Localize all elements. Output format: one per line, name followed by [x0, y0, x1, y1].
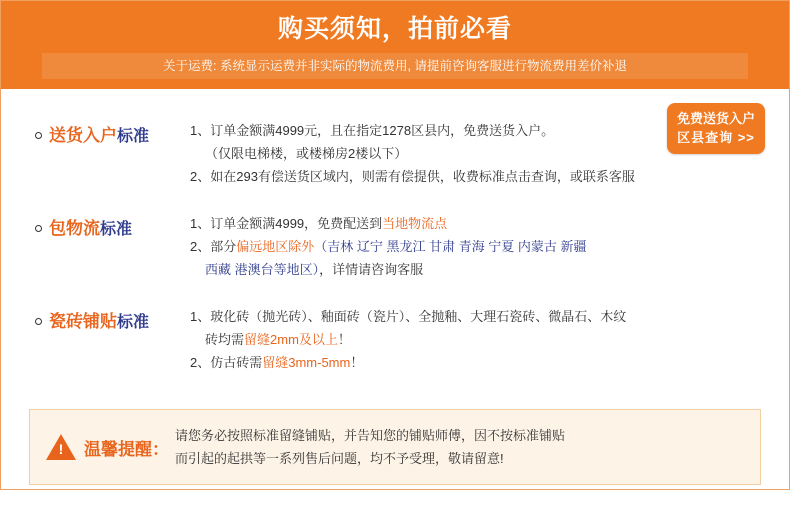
section-label: [35, 119, 190, 146]
section-label-plain: 标准: [100, 221, 133, 238]
line-text: ！: [337, 332, 351, 347]
section-label-plain: 标准: [117, 128, 150, 145]
line-text: （仅限电梯楼，或楼梯房2楼以下）: [205, 146, 408, 161]
shipping-fee-note: 关于运费: 系统显示运费并非实际的物流费用, 请提前咨询客服进行物流费用差价补退: [42, 53, 748, 79]
line-text-regions: 西藏 港澳台等地区）: [205, 262, 320, 277]
line-item: [190, 212, 765, 235]
line-item: [190, 328, 765, 351]
line-text: 1、订单金额满4999元，且在指定1278区县内，免费送货入户。: [190, 123, 555, 138]
section-label: [35, 212, 190, 239]
line-item: [190, 258, 765, 281]
badge-line-1: 免费送货入户: [676, 111, 755, 126]
header-banner: [1, 1, 789, 89]
notice-title: 温馨提醒：: [84, 439, 169, 459]
badge-line-2: 区县查询 >>: [677, 130, 755, 145]
free-delivery-query-badge[interactable]: [667, 103, 765, 154]
line-text: ！: [350, 355, 364, 370]
content-area: [1, 89, 789, 507]
line-text-accent: 当地物流点: [382, 216, 448, 231]
bullet-icon: [35, 318, 42, 325]
notice-body: [175, 424, 565, 470]
section-tile-paving-standard: [1, 305, 789, 374]
line-text: 2、部分: [190, 239, 237, 254]
line-text: 2、如在293有偿送货区域内，则需有偿提供，收费标准点击查询，或联系客服: [190, 169, 635, 184]
line-item: [190, 305, 765, 328]
line-text-accent: 偏远地区除外: [236, 239, 315, 254]
bullet-icon: [35, 132, 42, 139]
line-text-regions: （吉林 辽宁 黑龙江 甘肃 青海 宁夏 内蒙古 新疆: [314, 239, 587, 254]
warm-reminder-box: [29, 409, 761, 485]
section-label-plain: 标准: [117, 314, 150, 331]
line-item: [190, 351, 765, 374]
line-text: 1、玻化砖（抛光砖）、釉面砖（瓷片）、全抛釉、大理石瓷砖、微晶石、木纹: [190, 309, 627, 324]
section-label-highlight: 送货入户: [49, 126, 117, 145]
line-item: [190, 165, 765, 188]
section-label-highlight: 瓷砖铺贴: [49, 312, 117, 331]
section-lines: [190, 212, 765, 281]
section-label-highlight: 包物流: [49, 219, 100, 238]
section-logistics-standard: [1, 212, 789, 281]
line-text: 1、订单金额满4999，免费配送到: [190, 216, 383, 231]
section-lines: [190, 305, 765, 374]
notice-line: 而引起的起拱等一系列售后问题，均不予受理，敬请留意!: [175, 451, 504, 466]
page-title: 购买须知，拍前必看: [277, 15, 512, 43]
line-text: 2、仿古砖需: [190, 355, 263, 370]
line-item: [190, 235, 765, 258]
notice-line: 请您务必按照标准留缝铺贴，并告知您的铺贴师傅，因不按标准铺贴: [175, 428, 566, 443]
section-label: [35, 305, 190, 332]
line-text: ，详情请咨询客服: [319, 262, 424, 277]
warning-triangle-icon: !: [46, 434, 76, 461]
line-text-accent: 留缝3mm-5mm: [262, 355, 351, 370]
line-text-accent: 留缝2mm及以上: [244, 332, 338, 347]
bullet-icon: [35, 225, 42, 232]
line-text: 砖均需: [205, 332, 245, 347]
